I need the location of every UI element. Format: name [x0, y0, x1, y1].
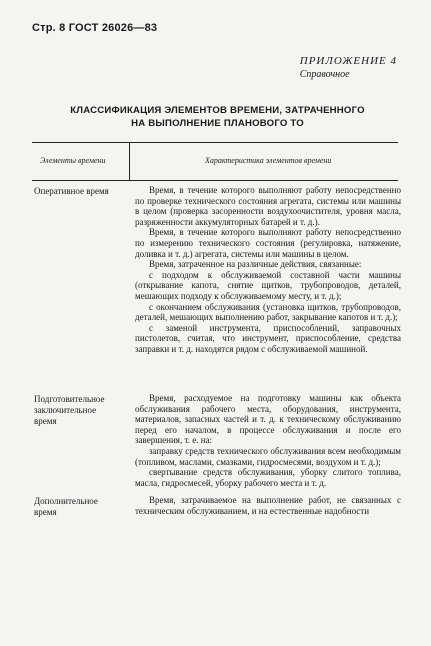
appendix-note: Справочное — [299, 69, 350, 80]
element-label-preparatory: Подготовительное заключительное время — [34, 394, 105, 426]
column-header-characteristics: Характеристика элементов времени — [205, 156, 332, 165]
paragraph: с окончанием обслуживания (установка щитков, трубопроводов, деталей, мешающих выполнению работ, закрывание капотов и т. д.); — [135, 301, 401, 323]
paragraph: заправку средств технического обслуживания всем необходимым (топливом, маслами, смазками, гидросмесями, воздухом и т. д.); — [135, 445, 401, 467]
paragraph: с заменой инструмента, приспособлений, заправочных пистолетов, считая, что инструмент, приспособление, средства заправки и т. д. находятся рядом с обслуживаемой машиной. — [135, 322, 401, 354]
paragraph: свертывание средств обслуживания, уборку слитого топлива, масла, гидросмесей, уборку рабочего места и т. д. — [135, 467, 401, 488]
element-label-operative: Оперативное время — [34, 186, 109, 196]
table-header-divider — [129, 142, 130, 180]
appendix-label: ПРИЛОЖЕНИЕ 4 — [299, 55, 397, 67]
row-description-preparatory — [135, 393, 401, 488]
paragraph: Время, в течение которого выполняют работу непосредственно по проверке технического состояния агрегата, системы или машины в целом (проверка засоренности воздухоочистителя, уровня масла, разряженности аккумуляторных батарей и т. д.). — [135, 185, 401, 227]
paragraph: Время, расходуемое на подготовку машины как объекта обслуживания рабочего места, оборудования, инструмента, материалов, запасных частей и т. д. к техническому обслуживанию перед его началом, в процессе обслуживания и после его завершения, т. е. на: — [135, 393, 401, 446]
document-title-line-1: КЛАССИФИКАЦИЯ ЭЛЕМЕНТОВ ВРЕМЕНИ, ЗАТРАЧЕННОГО — [70, 105, 365, 116]
paragraph: с подходом к обслуживаемой составной части машины (открывание капота, снятие щитков, трубопроводов, деталей, мешающих подходу к обслуживаемому месту, и т. д.); — [135, 269, 401, 301]
row-description-operative — [135, 185, 401, 355]
table-header-rule — [32, 180, 398, 181]
column-header-elements: Элементы времени — [40, 156, 106, 165]
table-top-rule — [32, 142, 398, 143]
appendix-block — [300, 55, 397, 80]
paragraph: Время, в течение которого выполняют работу непосредственно по измерению технического состояния (регулировка, натяжение, доливка и т. д.) агрегата, системы или машины в целом. — [135, 227, 401, 259]
paragraph: Время, затраченное на различные действия, связанные: — [149, 259, 362, 270]
document-title — [40, 104, 395, 130]
page-header: Стр. 8 ГОСТ 26026—83 — [32, 22, 158, 34]
document-title-line-2: НА ВЫПОЛНЕНИЕ ПЛАНОВОГО ТО — [131, 118, 304, 129]
paragraph: Время, затрачиваемое на выполнение работ, не связанных с техническим обслуживанием, и на естественные надобности — [135, 495, 401, 516]
element-label-additional: Дополнительное время — [34, 496, 98, 517]
row-description-additional — [135, 495, 401, 516]
